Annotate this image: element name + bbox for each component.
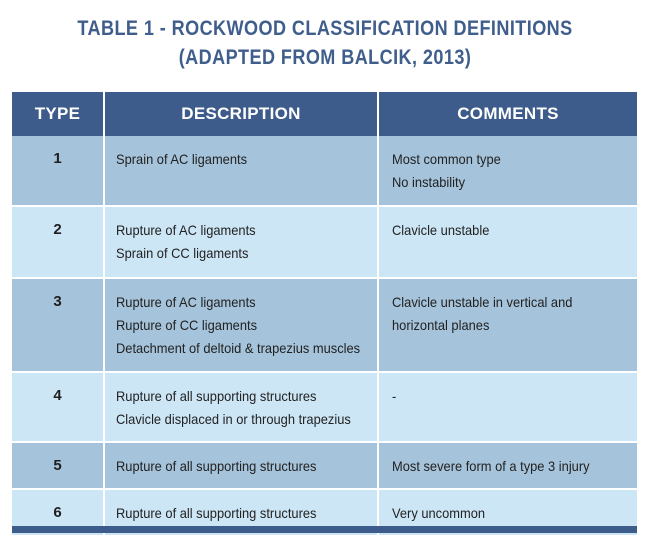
cell-type: 2	[53, 221, 62, 238]
header-type: TYPE	[34, 104, 81, 123]
comment-line: Clavicle unstable in vertical and	[392, 294, 573, 310]
cell-type: 1	[53, 150, 62, 167]
cell-comments	[392, 385, 396, 408]
cell-comments	[392, 291, 572, 337]
table-header	[12, 92, 637, 136]
table-title-line-1: TABLE 1 - ROCKWOOD CLASSIFICATION DEFINITIONS	[77, 17, 573, 40]
comment-line: -	[392, 388, 397, 404]
column-divider	[377, 136, 379, 205]
table-title-line-2: (ADAPTED FROM BALCIK, 2013)	[178, 46, 472, 69]
comment-line: Most severe form of a type 3 injury	[392, 458, 590, 474]
column-divider	[103, 207, 105, 277]
table-footer-bar	[12, 526, 637, 533]
description-line: Rupture of all supporting structures	[116, 505, 317, 521]
column-divider	[103, 136, 105, 205]
description-line: Rupture of all supporting structures	[116, 458, 317, 474]
column-divider	[377, 207, 379, 277]
cell-description	[116, 291, 360, 360]
cell-type: 6	[53, 504, 62, 521]
description-line: Rupture of AC ligaments	[116, 294, 256, 310]
table-title	[0, 14, 650, 72]
cell-type: 3	[53, 293, 62, 310]
cell-comments	[392, 455, 590, 478]
cell-comments	[392, 219, 489, 242]
header-comments: COMMENTS	[457, 104, 559, 123]
description-line: Sprain of AC ligaments	[116, 151, 248, 167]
cell-description	[116, 148, 247, 171]
cell-comments	[392, 502, 485, 525]
table-row	[12, 279, 637, 371]
table-row	[12, 443, 637, 488]
description-line: Rupture of CC ligaments	[116, 317, 258, 333]
comment-line: Very uncommon	[392, 505, 486, 521]
cell-description	[116, 219, 256, 265]
cell-type: 5	[53, 457, 62, 474]
table-row	[12, 207, 637, 277]
comment-line: Clavicle unstable	[392, 222, 490, 238]
column-divider	[377, 279, 379, 371]
description-line: Clavicle displaced in or through trapezius	[116, 411, 351, 427]
header-description: DESCRIPTION	[181, 104, 301, 123]
column-divider	[377, 373, 379, 441]
cell-description	[116, 455, 316, 478]
column-divider	[377, 443, 379, 488]
description-line: Detachment of deltoid & trapezius muscles	[116, 340, 361, 356]
cell-type: 4	[53, 387, 62, 404]
table-row	[12, 136, 637, 205]
cell-comments	[392, 148, 501, 194]
cell-description	[116, 385, 351, 431]
column-divider	[103, 279, 105, 371]
description-line: Rupture of all supporting structures	[116, 388, 317, 404]
comment-line: horizontal planes	[392, 317, 490, 333]
table-row	[12, 373, 637, 441]
column-divider	[103, 443, 105, 488]
description-line: Sprain of CC ligaments	[116, 245, 249, 261]
comment-line: No instability	[392, 174, 466, 190]
cell-description	[116, 502, 316, 525]
description-line: Rupture of AC ligaments	[116, 222, 256, 238]
column-divider	[103, 373, 105, 441]
comment-line: Most common type	[392, 151, 501, 167]
